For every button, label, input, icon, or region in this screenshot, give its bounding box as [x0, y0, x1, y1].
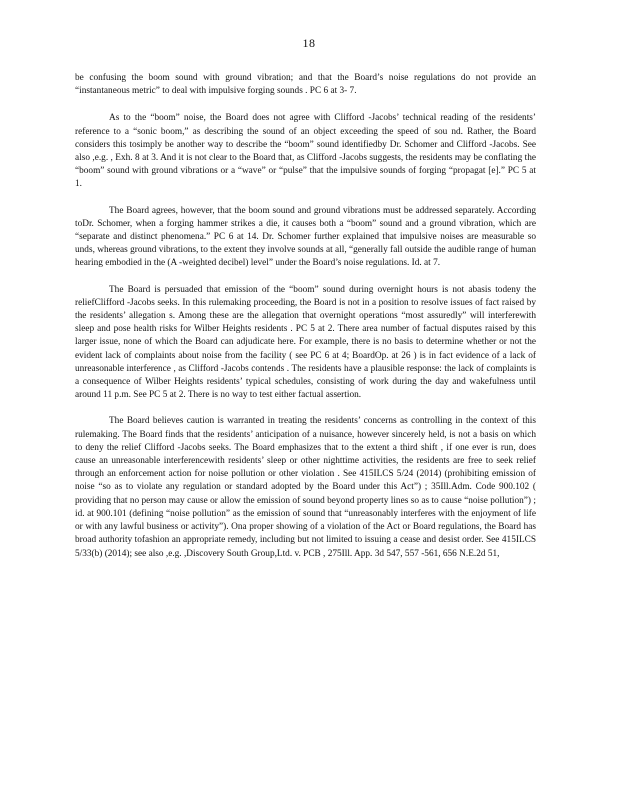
paragraph-2: As to the “boom” noise, the Board does not agree with Clifford -Jacobs’ technical reading of the residents’ reference to a “sonic boom,” as describing the sound of an object exceeding the speed of sou nd. Rather, the Board considers this tosimply be another way to describe the “boom” sound identifiedby Dr. Schomer and Clifford -Jacobs. See also ,e.g. , Exh. 8 at 3. And it is not clear to the Board that, as Clifford -Jacobs suggests, the residents may be conflating the “boom” sound with ground vibrations or a “wave” or “pulse” that the impulsive sounds of forging “propagat [e].” PC 5 at 1.	[75, 113, 536, 190]
document-body	[75, 72, 536, 574]
paragraph-5: The Board believes caution is warranted in treating the residents’ concerns as controlling in the context of this rulemaking. The Board finds that the residents’ anticipation of a nuisance, however sincerely held, is not a basis on which to deny the relief Clifford -Jacobs seeks. The Board emphasizes that to the extent a third shift , if one ever is run, does cause an unreasonable interferencewith residents’ sleep or other nighttime activities, the residents are free to seek relief through an enforcement action for noise pollution or other violation . See 415ILCS 5/24 (2014) (prohibiting emission of noise “so as to violate any regulation or standard adopted by the Board under this Act”) ; 35Ill.Adm. Code 900.102 ( providing that no person may cause or allow the emission of sound beyond property lines so as to cause “noise pollution”) ; id. at 900.101 (defining “noise pollution” as the emission of sound that “unreasonably interferes with the enjoyment of life or with any lawful business or activity”). Ona proper showing of a violation of the Act or Board regulations, the Board has broad authority tofashion an appropriate remedy, including but not limited to issuing a cease and desist order. See 415ILCS 5/33(b) (2014); see also ,e.g. ,Discovery South Group,Ltd. v. PCB , 275Ill. App. 3d 547, 557 -561, 656 N.E.2d 51,	[75, 416, 536, 559]
paragraph-3: The Board agrees, however, that the boom sound and ground vibrations must be addressed separately. According toDr. Schomer, when a forging hammer strikes a die, it causes both a “boom” sound and a ground vibration, which are “separate and distinct phenomena.” PC 6 at 14. Dr. Schomer further explained that impulsive noises are measurable so unds, whereas ground vibrations, to the extent they involve sounds at all, “generally fall outside the audible range of human hearing embodied in the (A -weighted decibel) level” under the Board’s noise regulations. Id. at 7.	[75, 205, 536, 269]
page-number: 18	[302, 36, 316, 50]
paragraph-4: The Board is persuaded that emission of the “boom” sound during overnight hours is not abasis todeny the reliefClifford -Jacobs seeks. In this rulemaking proceeding, the Board is not in a position to resolve issues of fact raised by the residents’ allegation s. Among these are the allegation that overnight operations “most assuredly” will interferewith sleep and pose health risks for Wilber Heights residents . PC 5 at 2. There area number of factual disputes raised by this larger issue, none of which the Board can adjudicate here. For example, there is no basis to determine whether or not the evident lack of complaints about noise from the facility ( see PC 6 at 4; BoardOp. at 26 ) is in fact evidence of a lack of unreasonable interference , as Clifford -Jacobs contends . The residents have a plausible response: the lack of complaints is a consequence of Wilber Heights residents’ typical schedules, consisting of work during the day and wakefulness until around 11 p.m. See PC 5 at 2. There is no way to test either factual assertion.	[75, 284, 536, 401]
paragraph-1: be confusing the boom sound with ground vibration; and that the Board’s noise regulations do not provide an “instantaneous metric” to deal with impulsive forging sounds . PC 6 at 3- 7.	[75, 73, 536, 97]
